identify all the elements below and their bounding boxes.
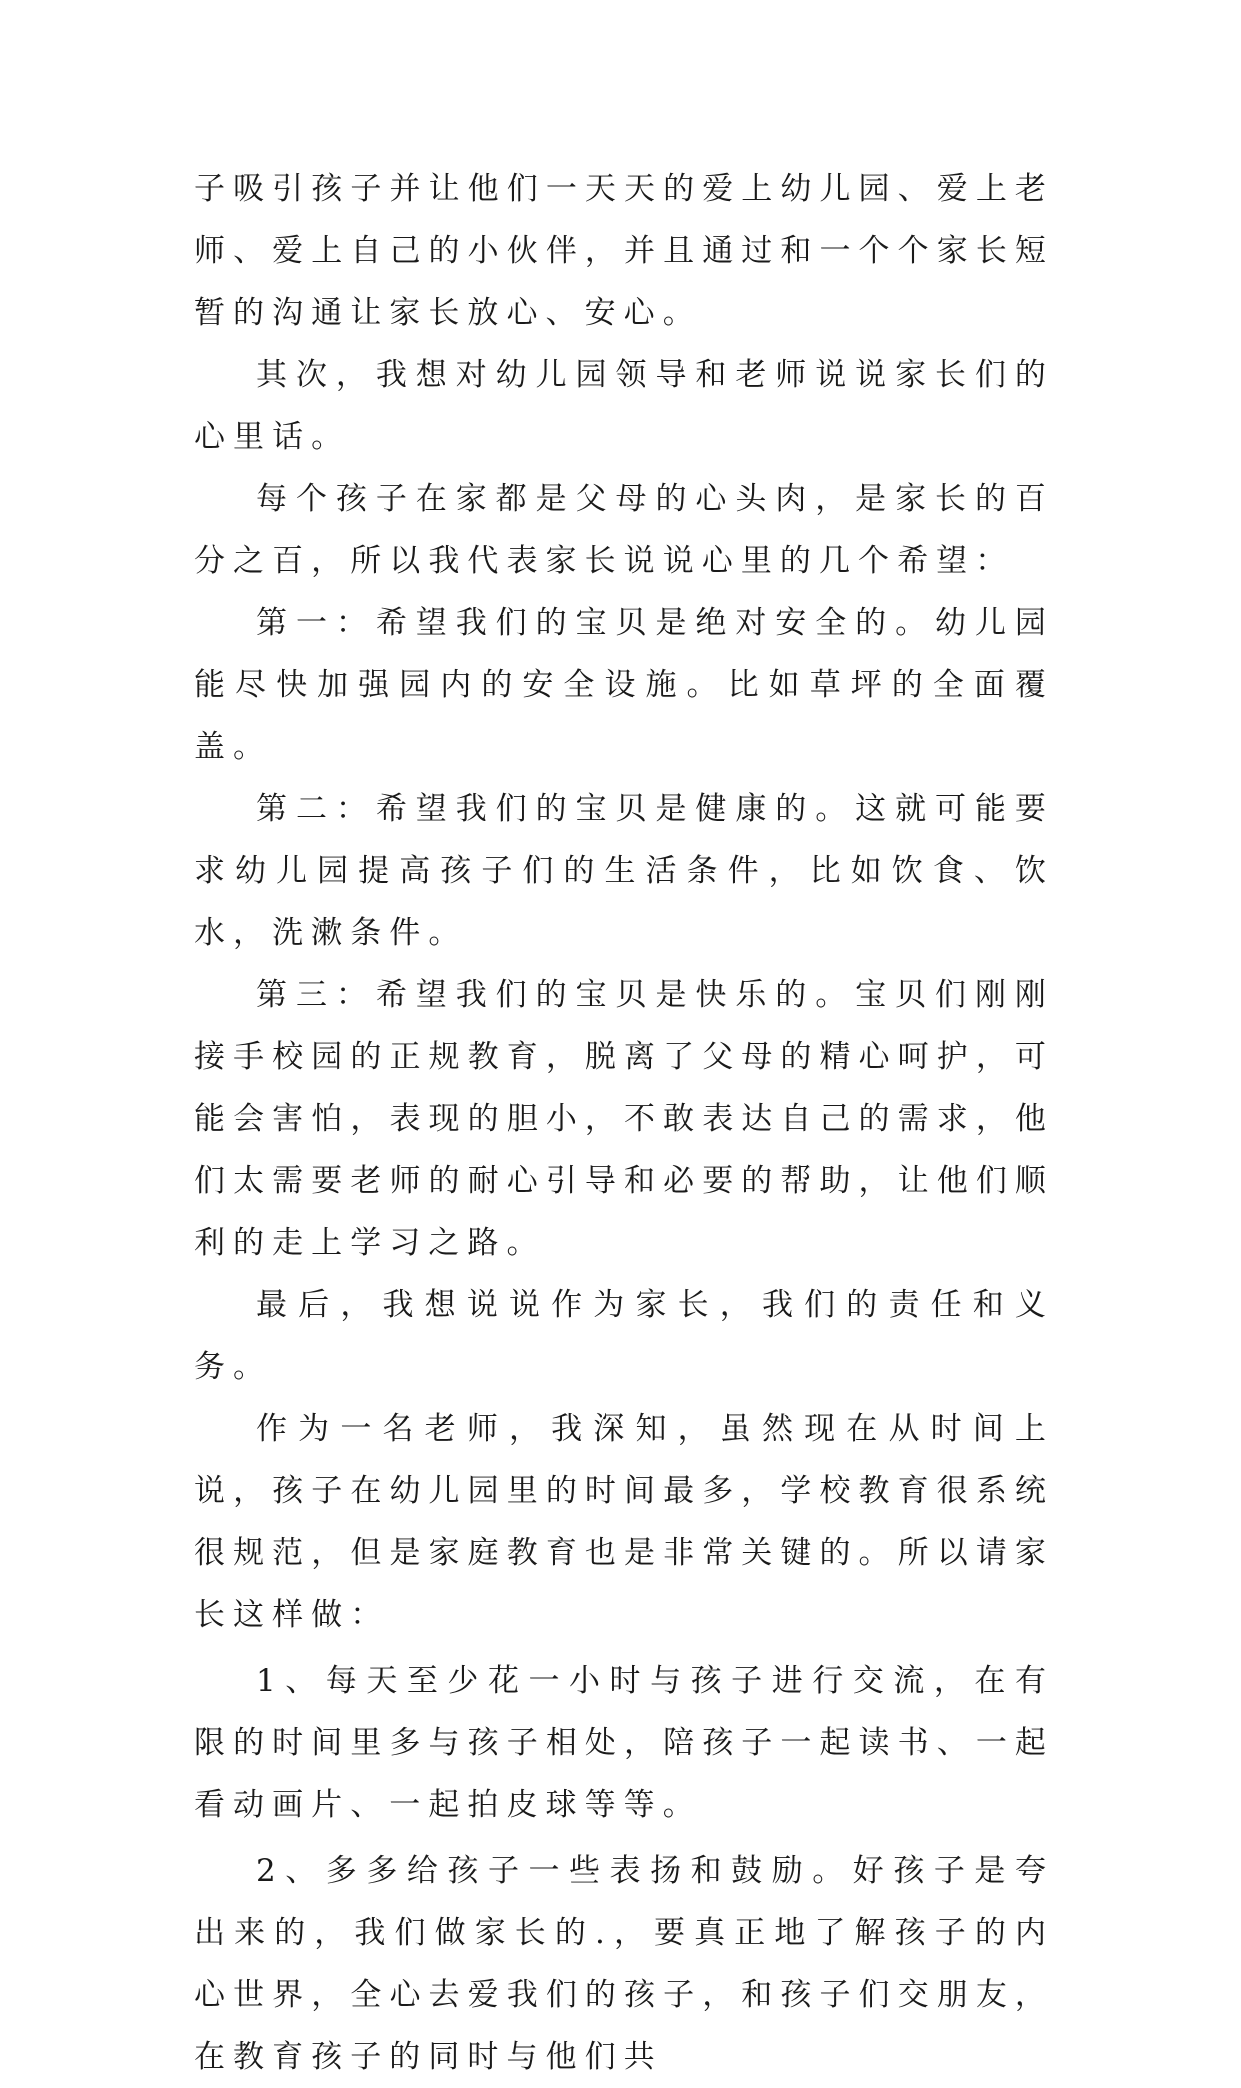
paragraph-5: 第二：希望我们的宝贝是健康的。这就可能要求幼儿园提高孩子们的生活条件，比如饮食、饮水，洗漱条件。 [194, 791, 1054, 951]
paragraph-2: 其次，我想对幼儿园领导和老师说说家长们的心里话。 [194, 357, 1054, 455]
paragraph-8: 作为一名老师，我深知，虽然现在从时间上说，孩子在幼儿园里的时间最多，学校教育很系统很规范，但是家庭教育也是非常关键的。所以请家长这样做： [194, 1411, 1054, 1633]
paragraph-4: 第一：希望我们的宝贝是绝对安全的。幼儿园能尽快加强园内的安全设施。比如草坪的全面覆盖。 [194, 605, 1054, 765]
paragraph-3: 每个孩子在家都是父母的心头肉，是家长的百分之百，所以我代表家长说说心里的几个希望： [194, 481, 1054, 579]
paragraph-7: 最后，我想说说作为家长，我们的责任和义务。 [194, 1287, 1054, 1385]
document-body [194, 158, 1054, 2088]
list-item-2: 2、多多给孩子一些表扬和鼓励。好孩子是夸出来的，我们做家长的.，要真正地了解孩子的内心世界，全心去爱我们的孩子，和孩子们交朋友，在教育孩子的同时与他们共 [194, 1853, 1054, 2075]
paragraph-6: 第三：希望我们的宝贝是快乐的。宝贝们刚刚接手校园的正规教育，脱离了父母的精心呵护，可能会害怕，表现的胆小，不敢表达自己的需求，他们太需要老师的耐心引导和必要的帮助，让他们顺利的走上学习之路。 [194, 977, 1054, 1261]
list-item-1: 1、每天至少花一小时与孩子进行交流，在有限的时间里多与孩子相处，陪孩子一起读书、一起看动画片、一起拍皮球等等。 [194, 1663, 1054, 1823]
paragraph-1: 子吸引孩子并让他们一天天的爱上幼儿园、爱上老师、爱上自己的小伙伴，并且通过和一个个家长短暂的沟通让家长放心、安心。 [194, 171, 1054, 331]
